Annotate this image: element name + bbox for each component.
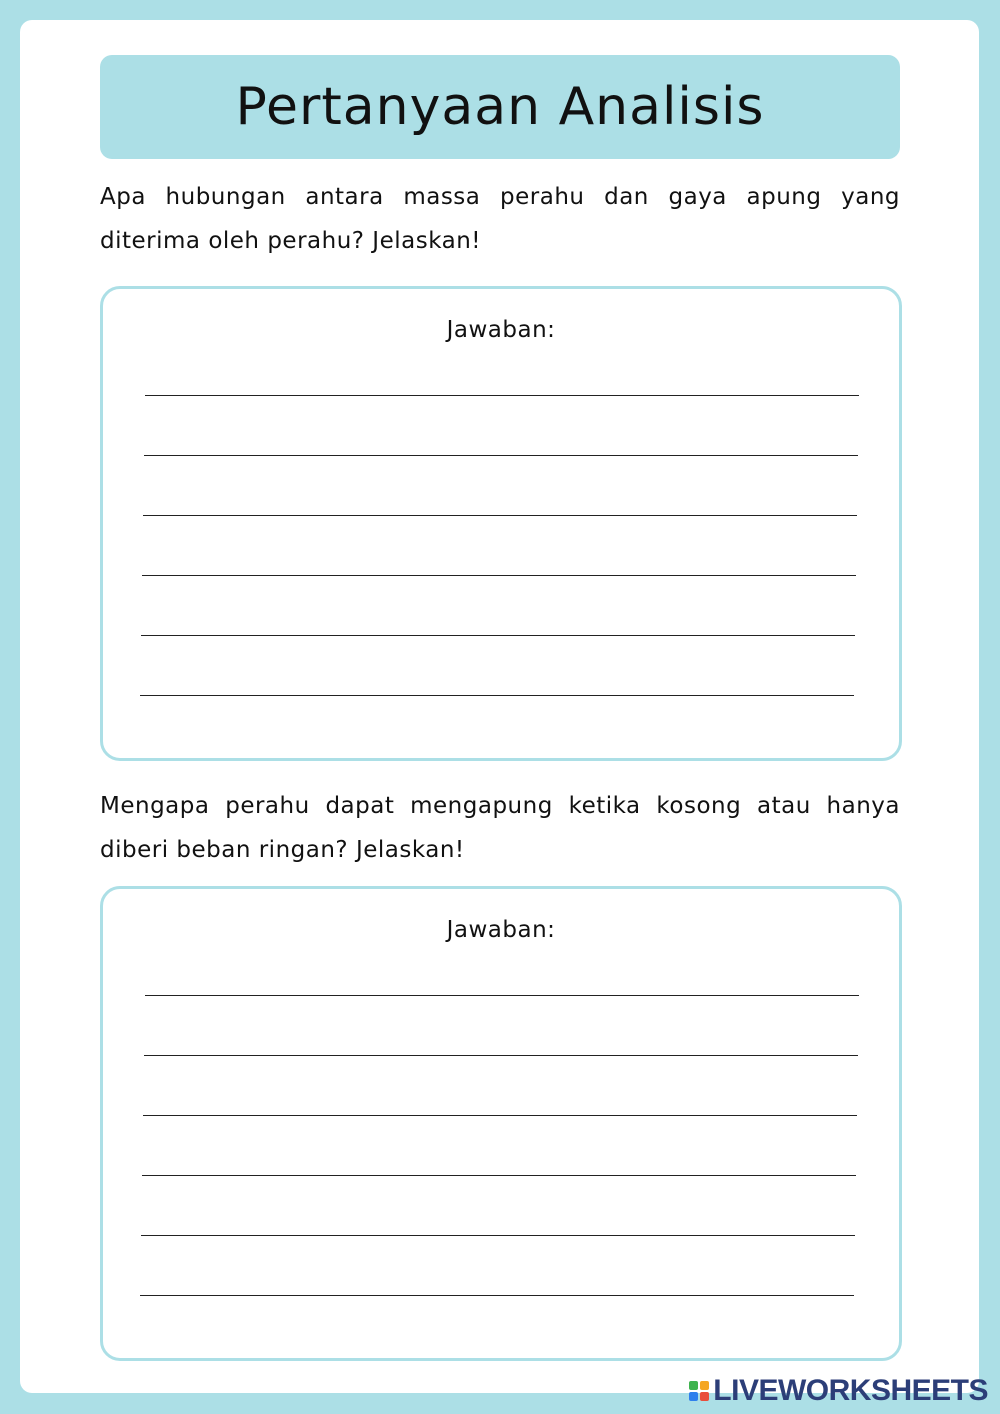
page-title: Pertanyaan Analisis: [235, 77, 765, 137]
answer-label-2: Jawaban:: [446, 917, 556, 943]
liveworksheets-logo: [689, 1374, 988, 1408]
answer-line[interactable]: [142, 575, 856, 576]
answer-box-1: [100, 286, 902, 761]
answer-label-1: Jawaban:: [446, 317, 556, 343]
liveworksheets-logo-icon: [689, 1381, 709, 1401]
answer-line[interactable]: [143, 1115, 857, 1116]
answer-line[interactable]: [145, 995, 859, 996]
answer-line[interactable]: [142, 1175, 856, 1176]
answer-line[interactable]: [140, 695, 854, 696]
answer-box-2: [100, 886, 902, 1361]
question-1-text: Apa hubungan antara massa perahu dan gaya apung yang diterima oleh perahu? Jelaskan!: [100, 184, 900, 254]
answer-line[interactable]: [144, 1055, 858, 1056]
answer-line[interactable]: [145, 395, 859, 396]
answer-line[interactable]: [141, 635, 855, 636]
answer-line[interactable]: [140, 1295, 854, 1296]
answer-line[interactable]: [141, 1235, 855, 1236]
answer-line[interactable]: [144, 455, 858, 456]
answer-line[interactable]: [143, 515, 857, 516]
title-banner: [100, 55, 900, 159]
question-2-text: Mengapa perahu dapat mengapung ketika kosong atau hanya diberi beban ringan? Jelaskan!: [100, 793, 900, 863]
liveworksheets-logo-text: LIVEWORKSHEETS: [713, 1374, 988, 1407]
